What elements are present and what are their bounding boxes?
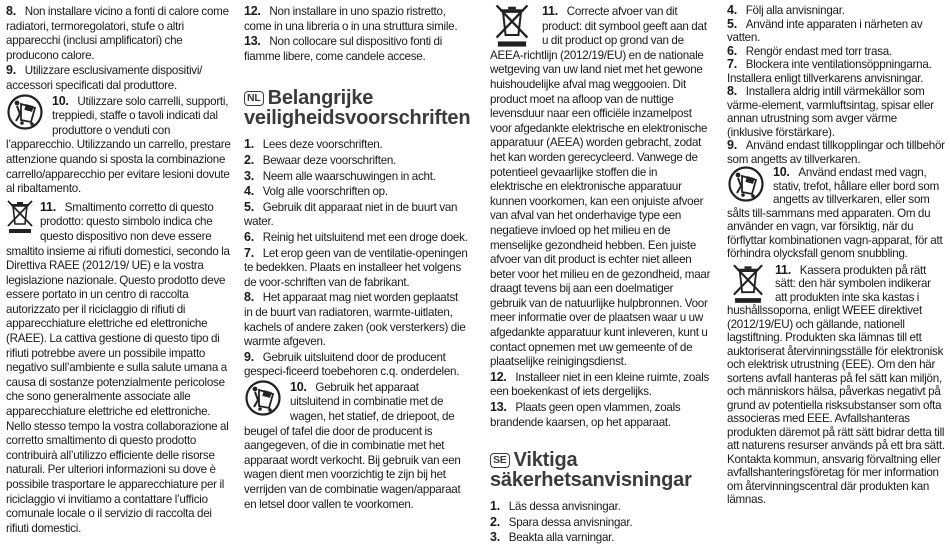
- nl-section-heading: NL Belangrijke veiligheidsvoorschriften: [244, 87, 471, 130]
- se-item-5: 5. Använd inte apparaten i närheten av vatten.: [727, 16, 923, 44]
- se-item-7: 7. Blockera inte ventilationsöppningarna. Installera enligt tillverkarens anvisningar.: [727, 57, 932, 85]
- italian-column: [6, 4, 232, 536]
- nl-item-10: 10. Gebruik het apparaat uitsluitend in combinatie met de wagen, het statief, de driepoot, de beugel of tafel die door de producent is aangegeven, of die in combinatie met het apparaat wordt verkocht. Bij gebruik van een wagen dient men voorzichtig te zijn bij het verrijden van de combinatie wagen/apparaat en letsel door vallen te voorkomen.: [244, 379, 461, 511]
- it-item-8: 8. Non installare vicino a fonti di calore come radiatori, termoregolatori, stufe o altri apparecchi (inclusi amplificatori) che producono calore.: [6, 4, 229, 62]
- nl-language-badge: NL: [244, 91, 264, 106]
- nl-item-8: 8. Het apparaat mag niet worden geplaatst in de buurt van radiatoren, warmte-uitlaten, kachels of andere zaken (ook versterkers) die warmte afgeven.: [244, 290, 466, 349]
- it-item-11: 11. Smaltimento corretto di questo prodotto: questo simbolo indica che questo dispositivo non deve essere smaltito insieme ai rifiuti domestici, secondo la Direttiva RAEE (2012/19/ UE) e la vostra legislazione nazionale. Questo prodotto deve essere portato in un centro di raccolta autorizzato per il riciclaggio di rifiuti di apparecchiature elettriche ed elettroniche (RAEE). La cattiva gestione di questo tipo di rifiuti potrebbe avere un possibile impatto negativo sull’ambiente e sulla salute umana a causa di sostanze potenzialmente pericolose che sono generalmente associate alle apparecchiature elettriche ed elettroniche. Nello stesso tempo la vostra collaborazione al corretto smaltimento di questo prodotto contribuirà all’utilizzo efficiente delle risorse naturali. Per ulteriori informazioni su dove è possibile trasportare le apparecchiature per il riciclaggio vi invitiamo a contattare l’ufficio comunale locale o il servizio di raccolta dei rifiuti domestici.: [6, 199, 230, 535]
- se-item-9: 9. Använd endast tillkopplingar och tillbehör som angetts av tillverkaren.: [727, 138, 945, 166]
- weee-crossed-bin-icon: [6, 200, 34, 234]
- nl-item-4: 4. Volg alle voorschriften op.: [244, 184, 388, 199]
- swedish-column: [727, 4, 945, 507]
- nl-item-7: 7. Let erop geen van de ventilatie-openingen te bedekken. Plaats en installeer het volgens de voor-schriften van de fabrikant.: [244, 245, 468, 289]
- nl-item-2: 2. Bewaar deze voorschriften.: [244, 152, 397, 167]
- se-item-11: 11. Kassera produkten på rätt sätt: den här symbolen indikerar att produkten inte ska kastas i hushållssoporna, enligt WEEE direktivet (2012/19/EU) och gällande, nationell lagstiftning. Produkten ska lämnas till ett auktoriserat återvinningsställe för elektronisk och elektrisk utrustning (EEE). Om den här sortens avfall hanteras på fel sätt kan miljön, och människors hälsa, påverkas negativt på grund av potentiella risksubstanser som ofta associeras med EEE. Avfallshanteras produkten däremot på rätt sätt bidrar detta till att naturens resurser används på ett bra sätt. Kontakta kommun, ansvarig förvaltning eller avfallshanteringsföretag för mer information om återvinningscentral där produkten kan lämnas.: [727, 262, 945, 506]
- weee-crossed-bin-icon: [731, 264, 765, 304]
- it-item-9: 9. Utilizzare esclusivamente dispositivi/ accessori specificati dal produttore.: [6, 63, 203, 92]
- se-item-8: 8. Installera aldrig intill värmekällor som värme-element, varmluftsintag, spisar eller annan utrustning som avger värme (inklusive förstärkare).: [727, 84, 934, 139]
- nl-item-3: 3. Neem alle waarschuwingen in acht.: [244, 168, 436, 183]
- dutch-swedish-column: [490, 4, 712, 546]
- se-item-6: 6. Rengör endast med torr trasa.: [727, 43, 892, 58]
- nl-item-9: 9. Gebruik uitsluitend door de producent gespeci-ficeerd toebehoren c.q. onderdelen.: [244, 349, 460, 379]
- nl-item-5: 5. Gebruik dit apparaat niet in de buurt van water.: [244, 199, 458, 229]
- se-item-10: 10. Använd endast med vagn, stativ, trefot, hållare eller bord som angetts av tillverkaren, eller som sålts till-sammans med apparaten. Om du använder en vagn, var försiktig, när du förflyttar kombinationen vagn-apparat, för att förhindra olycksfall genom snubbling.: [727, 165, 943, 260]
- se-section-heading: SE Viktiga säkerhetsanvisningar: [490, 449, 692, 492]
- nl-item-1: 1. Lees deze voorschriften.: [244, 137, 383, 152]
- cart-tip-warning-icon: [727, 166, 767, 202]
- it-item-12: 12. Non installare in uno spazio ristretto, come in una libreria o in una struttura simile.: [244, 4, 458, 33]
- weee-crossed-bin-icon: [494, 4, 530, 48]
- se-item-4: 4. Följ alla anvisningar.: [727, 3, 845, 17]
- se-item-1: 1. Läs dessa anvisningar.: [490, 499, 621, 514]
- dutch-column: [244, 4, 471, 512]
- cart-tip-warning-icon: [6, 94, 46, 130]
- nl-item-6: 6. Reinig het uitsluitend met een droge doek.: [244, 229, 468, 244]
- se-language-badge: SE: [490, 453, 510, 468]
- nl-item-13: 13. Plaats geen open vlammen, zoals brandende kaarsen, op het apparaat.: [490, 400, 681, 429]
- se-item-3: 3. Beakta alla varningar.: [490, 530, 615, 545]
- it-item-10: 10. Utilizzare solo carrelli, supporti, treppiedi, staffe o tavoli indicati dal produttore o venduti con l’apparecchio. Utilizzando un carrello, prestare attenzione quando si sposta la combinazione carrello/apparecchio per evitare lesioni dovute al ribaltamento.: [6, 93, 231, 196]
- se-item-2: 2. Spara dessa anvisningar.: [490, 514, 633, 529]
- nl-item-11: 11. Correcte afvoer van dit product: dit symbool geeft aan dat u dit product op grond van de AEEA-richtlijn (2012/19/EU) en de nationale wetgeving van uw land niet met het gewone huishoudelijke afval mag weggooien. Dit product moet na afloop van de nuttige levensduur naar een officiële inzamelpost voor afgedankte elektrische en elektronische apparatuur (AEEA) worden gebracht, zodat het kan worden gerecycleerd. Vanwege de potentieel gevaarlijke stoffen die in elektrische en elektronische apparatuur kunnen voorkomen, kan een onjuiste afvoer van afval van het onderhavige type een negatieve invloed op het milieu en de menselijke gezondheid hebben. Een juiste afvoer van dit product is echter niet alleen beter voor het milieu en de gezondheid, maar draagt tevens bij aan een doelmatiger gebruik van de natuurlijke hulpbronnen. Voor meer informatie over de plaatsen waar u uw afgedankte apparatuur kunt inleveren, kunt u contact opnemen met uw gemeente of de plaatselijke reinigingsdienst.: [490, 4, 711, 369]
- cart-tip-warning-icon: [244, 380, 284, 416]
- nl-item-12: 12. Installeer niet in een kleine ruimte, zoals een boekenkast of iets dergelijks.: [490, 369, 710, 399]
- it-item-13: 13. Non collocare sul dispositivo fonti di fiamme libere, come candele accese.: [244, 34, 443, 63]
